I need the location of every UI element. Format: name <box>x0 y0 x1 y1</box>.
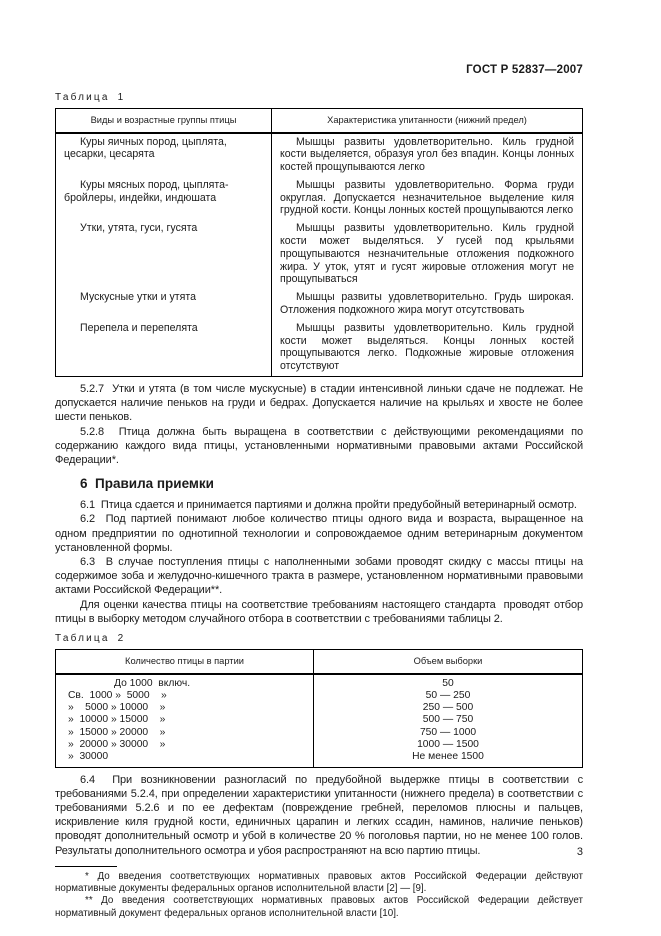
paragraph-6-2: 6.2 Под партией понимают любое количество птицы одного вида и возраста, выращенное на одном предприятии по однотипной технологии и сопровождаемое одним ветеринарным документом установленной формы. <box>55 513 586 554</box>
section-6-heading: 6 Правила приемки <box>80 476 214 492</box>
quantity-cell: Св. 1000 » 5000 » <box>56 690 314 702</box>
table1-header-fatness: Характеристика упитанности (нижний предел) <box>272 109 583 133</box>
table-row <box>56 320 583 377</box>
table-row <box>56 133 583 177</box>
table1 <box>55 108 583 377</box>
page-content <box>55 0 586 920</box>
table-row <box>56 674 583 690</box>
volume-cell: 250 — 500 <box>314 702 583 714</box>
volume-cell: 500 — 750 <box>314 714 583 726</box>
table-row <box>56 177 583 220</box>
page-number: 3 <box>576 846 583 858</box>
paragraph-6-3: 6.3 В случае поступления птицы с наполненными зобами проводят скидку с массы птицы на содержимое зоба и желудочно-кишечного тракта в размере, установленном нормативными правовыми актами Российской Федерации**. <box>55 556 586 597</box>
table-row <box>56 690 583 702</box>
paragraph-5-2-7: 5.2.7 Утки и утята (в том числе мускусные) в стадии интенсивной линьки сдаче не подлежат. Не допускается наличие пеньков на груди и бедрах. Допускается наличие на крыльях и хвосте не более шести пеньков. <box>55 383 586 424</box>
volume-cell: 50 <box>314 674 583 690</box>
fatness-cell: Мышцы развиты удовлетворительно. Грудь широкая. Отложения подкожного жира могут отсутствовать <box>272 289 583 320</box>
quantity-cell: » 5000 » 10000 » <box>56 702 314 714</box>
footnote-1: * До введения соответствующих нормативных правовых актов Российской Федерации действуют нормативные документы федеральных органов исполнительной власти [2] — [9]. <box>55 870 586 895</box>
table1-label: Таблица 1 <box>55 92 126 103</box>
table2 <box>55 649 583 768</box>
volume-cell: 1000 — 1500 <box>314 739 583 751</box>
table1-header-bird-groups: Виды и возрастные группы птицы <box>56 109 272 133</box>
quantity-cell: » 30000 <box>56 751 314 767</box>
bird-group-cell: Куры мясных пород, цыплята-бройлеры, индейки, индюшата <box>56 177 272 220</box>
quantity-cell: » 20000 » 30000 » <box>56 739 314 751</box>
paragraph-6-3-continuation: Для оценки качества птицы на соответствие требованиям настоящего стандарта проводят отбор птицы в выборку методом случайного отбора в соответствии с требованиями таблицы 2. <box>55 598 586 625</box>
volume-cell: 50 — 250 <box>314 690 583 702</box>
fatness-cell: Мышцы развиты удовлетворительно. Киль грудной кости может выделяться. Концы лонных костей прощупываются легко. Подкожные жировые отложения отсутствуют <box>272 320 583 377</box>
bird-group-cell: Перепела и перепелята <box>56 320 272 377</box>
quantity-cell: » 15000 » 20000 » <box>56 727 314 739</box>
bird-group-cell: Утки, утята, гуси, гусята <box>56 220 272 289</box>
table-row <box>56 220 583 289</box>
fatness-cell: Мышцы развиты удовлетворительно. Форма груди округлая. Допускается незначительное выделение киля грудной кости. Концы лонных костей прощупываются легко <box>272 177 583 220</box>
paragraph-5-2-8: 5.2.8 Птица должна быть выращена в соответствии с действующими рекомендациями по содержанию каждого вида птицы, установленными нормативными правовыми актами Российской Федерации*. <box>55 425 586 467</box>
paragraph-6-4: 6.4 При возникновении разногласий по предубойной выдержке птицы в соответствии с требованиями 5.2.4, при определении характеристики упитанности (нижнего предела) в соответствии с требованиями 5.2.6 и по ее дефектам (повреждение гребней, переломов плюсны и пальцев, искривление киля грудной кости, единичных царапин и легких ссадин, наминов, наличие пеньков) проводят дополнительный осмотр и убой в количестве 20 % поголовья партии, но не менее 100 голов. Результаты дополнительного осмотра и убоя распространяют на всю партию птицы. <box>55 773 586 857</box>
table2-label: Таблица 2 <box>55 633 126 645</box>
bird-group-cell: Мускусные утки и утята <box>56 289 272 320</box>
table-row <box>56 289 583 320</box>
volume-cell: Не менее 1500 <box>314 751 583 767</box>
volume-cell: 750 — 1000 <box>314 727 583 739</box>
table2-header-row <box>56 650 583 674</box>
paragraph-6-1: 6.1 Птица сдается и принимается партиями и должна пройти предубойный ветеринарный осмотр. <box>80 499 577 512</box>
table2-header-quantity: Количество птицы в партии <box>56 650 314 674</box>
table-row <box>56 739 583 751</box>
quantity-cell: До 1000 включ. <box>56 674 314 690</box>
quantity-cell: » 10000 » 15000 » <box>56 714 314 726</box>
fatness-cell: Мышцы развиты удовлетворительно. Киль грудной кости выделяется, образуя угол без впадин. Концы лонных костей прощупываются легко <box>272 133 583 177</box>
table1-header-row <box>56 109 583 133</box>
bird-group-cell: Куры яичных пород, цыплята, цесарки, цесарята <box>56 133 272 177</box>
document-number: ГОСТ Р 52837—2007 <box>466 64 583 76</box>
table-row <box>56 714 583 726</box>
table-row <box>56 727 583 739</box>
footnote-2: ** До введения соответствующих нормативных правовых актов Российской Федерации действует нормативный документ федеральных органов исполнительной власти [10]. <box>55 895 586 919</box>
fatness-cell: Мышцы развиты удовлетворительно. Киль грудной кости может выделяться. У гусей под крыльями прощупываются незначительные отложения подкожного жира. У уток, утят и гусят жировые отложения могут не прощупываться <box>272 220 583 289</box>
footnote-divider <box>55 866 117 867</box>
table2-header-volume: Объем выборки <box>314 650 583 674</box>
table-row <box>56 702 583 714</box>
table-row <box>56 751 583 767</box>
